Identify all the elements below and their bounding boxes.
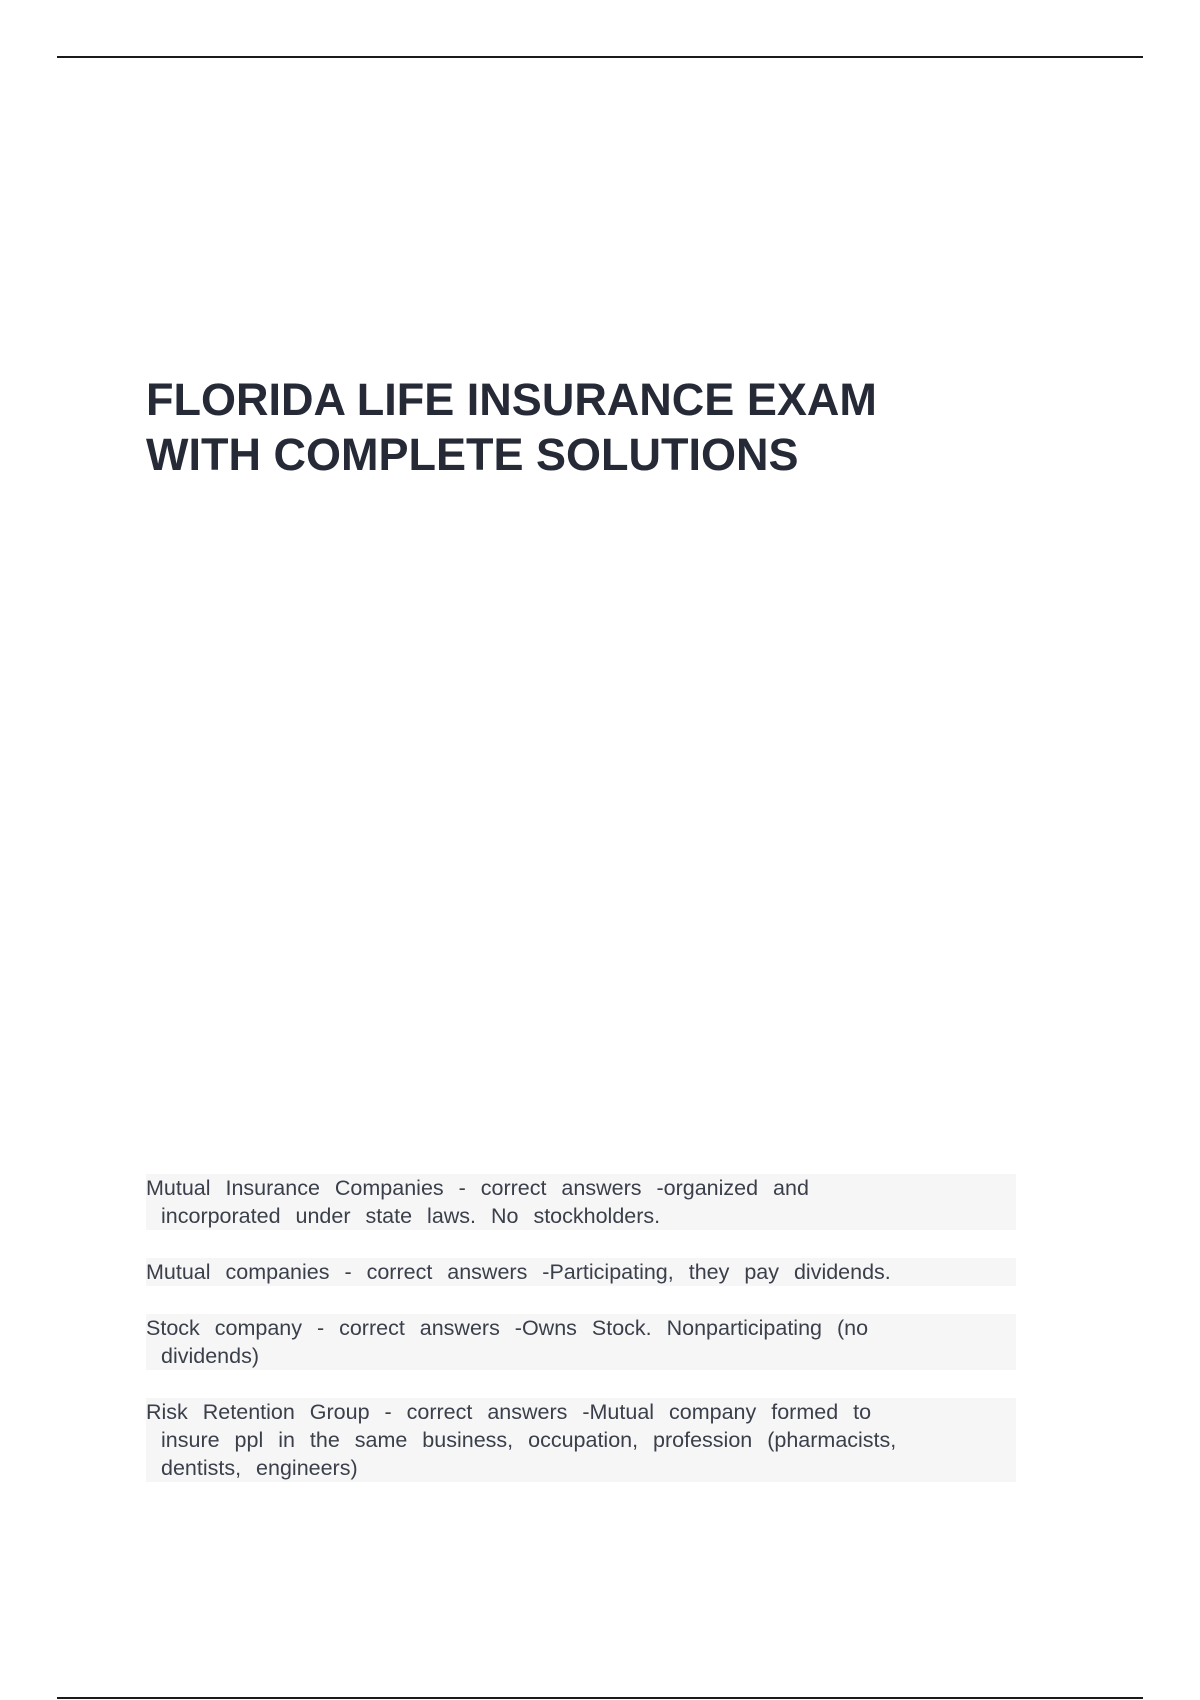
top-rule	[57, 56, 1143, 58]
qa-line: Mutual companies - correct answers -Participating, they pay dividends.	[146, 1258, 1016, 1286]
qa-line: Risk Retention Group - correct answers -Mutual company formed to	[146, 1398, 1016, 1426]
qa-line: dividends)	[146, 1342, 1016, 1370]
qa-list	[146, 1174, 1016, 1510]
qa-line: insure ppl in the same business, occupation, profession (pharmacists,	[146, 1426, 1016, 1454]
qa-line: Mutual Insurance Companies - correct answers -organized and	[146, 1174, 1016, 1202]
bottom-rule	[57, 1697, 1143, 1699]
title-line-1: FLORIDA LIFE INSURANCE EXAM	[146, 374, 877, 425]
qa-item-mutual-companies	[146, 1258, 1016, 1286]
qa-item-stock-company	[146, 1314, 1016, 1370]
qa-item-risk-retention-group	[146, 1398, 1016, 1482]
qa-item-mutual-insurance-companies	[146, 1174, 1016, 1230]
document-title	[146, 372, 1046, 482]
qa-line: dentists, engineers)	[146, 1454, 1016, 1482]
qa-line: Stock company - correct answers -Owns Stock. Nonparticipating (no	[146, 1314, 1016, 1342]
title-line-2: WITH COMPLETE SOLUTIONS	[146, 429, 799, 480]
qa-line: incorporated under state laws. No stockholders.	[146, 1202, 1016, 1230]
